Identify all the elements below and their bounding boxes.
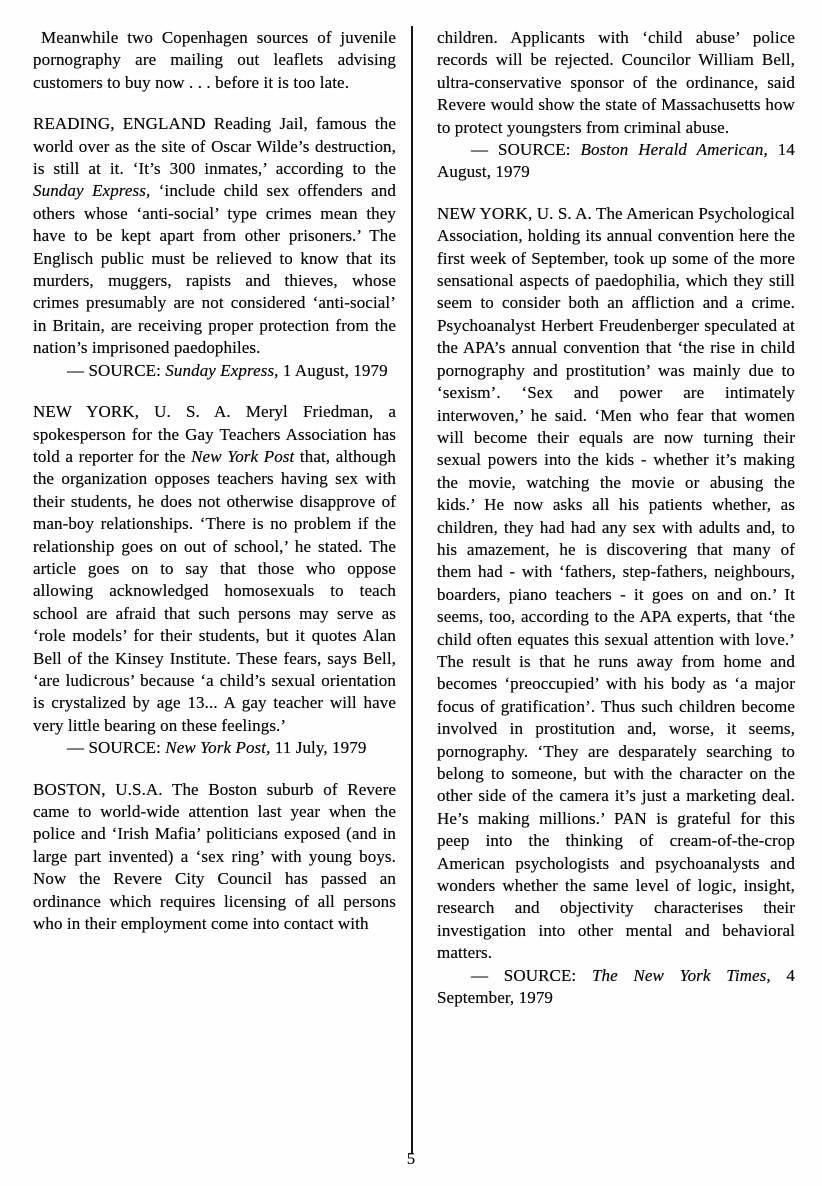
body-text: — SOURCE:: [471, 140, 581, 160]
publication-name: The New York Times,: [591, 965, 771, 985]
body-text: children. Applicants with ‘child abuse’ police records will be rejected. Councilor William Bell, ultra-conservative sponsor of the ordinance, said Revere would show the state of Massachusetts how to protect youngsters from criminal abuse.: [437, 28, 795, 137]
body-text: — SOURCE:: [67, 738, 166, 758]
source-line: [437, 139, 795, 184]
publication-name: Boston Herald American,: [580, 140, 768, 160]
body-text: 14 August, 1979: [437, 140, 795, 182]
news-paragraph: [33, 113, 396, 359]
body-text: READING, ENGLAND Reading Jail, famous the world over as the site of Oscar Wilde’s destruction, is still at it. ‘It’s 300 inmates,’ according to the: [33, 114, 396, 179]
body-text: — SOURCE:: [67, 360, 166, 380]
body-text: BOSTON, U.S.A. The Boston suburb of Revere came to world-wide attention last year when the police and ‘Irish Mafia’ politicians exposed (and in large part invented) a ‘sex ring’ with young boys. Now the Revere City Council has passed an ordinance which requires licensing of all persons who in their employment come into contact with: [33, 779, 396, 934]
left-column: [33, 27, 396, 935]
column-divider: [411, 26, 413, 1154]
publication-name: New York Post,: [165, 738, 271, 758]
body-text: Meanwhile two Copenhagen sources of juvenile pornography are mailing out leaflets advising customers to buy now . . . before it is too late.: [33, 28, 396, 92]
publication-name: New York Post: [191, 446, 295, 466]
news-paragraph: [437, 27, 795, 139]
source-line: [437, 965, 795, 1010]
body-text: 1 August, 1979: [278, 360, 388, 380]
news-paragraph: [437, 203, 795, 965]
body-text: ‘include child sex offenders and others whose ‘anti-social’ type crimes mean they have to be kept apart from other prisoners.’ The Englisch public must be relieved to know that its murders, muggers, rapists and thieves, whose crimes presumably are not considered ‘anti-social’ in Britain, are receiving proper protection from the nation’s imprisoned paedophiles.: [33, 181, 396, 358]
body-text: that, although the organization opposes teachers having sex with their students, he does not otherwise disapprove of man-boy relationships. ‘There is no problem if the relationship goes on out of school,’ he stated. The article goes on to say that those who oppose allowing acknowledged homosexuals to teach school are afraid that such persons may serve as ‘role models’ for their students, but it quotes Alan Bell of the Kinsey Institute. These fears, says Bell, ‘are ludicrous’ because ‘a child’s sexual orientation is crystalized by age 13... A gay teacher will have very little bearing on these feelings.’: [33, 446, 397, 735]
body-text: — SOURCE:: [471, 965, 592, 985]
publication-name: Sunday Express,: [33, 181, 151, 201]
publication-name: Sunday Express,: [165, 360, 279, 380]
source-line: [33, 360, 396, 382]
right-column: [437, 27, 795, 1009]
news-paragraph: [33, 779, 396, 936]
body-text: NEW YORK, U. S. A. Meryl Friedman, a spokesperson for the Gay Teachers Association has told a reporter for the: [33, 402, 396, 466]
news-paragraph: [33, 401, 396, 737]
source-line: [33, 737, 396, 759]
news-paragraph: [33, 27, 396, 94]
page-number: 5: [406, 1149, 416, 1168]
body-text: NEW YORK, U. S. A. The American Psychological Association, holding its annual convention here the first week of September, took up some of the more sensational aspects of paedophilia, which they still seem to consider both an affliction and a crime. Psychoanalyst Herbert Freudenberger speculated at the APA’s annual convention that ‘the rise in child pornography and prostitution’ was mainly due to ‘sexism’. ‘Sex and power are intimately interwoven,’ he said. ‘Men who fear that women will become their equals are now turning their sexual powers into the kids - whether it’s making the movie, watching the movie or abusing the kids.’ He now asks all his patients whether, as children, they had had any sex with adults and, to his amazement, he is discovering that many of them had - with ‘fathers, step-fathers, neighbours, boarders, piano teachers - it goes on and on.’ It seems, too, according to the APA experts, that ‘the child often equates this sexual attention with love.’ The result is that he runs away from home and becomes ‘preoccupied’ with his body as ‘a major focus of gratification’. Thus such children become involved in prostitution and, worse, it seems, pornography. ‘They are desparately searching to belong to someone, but with the character on the other side of the camera it’s just a marketing deal. He’s making millions.’ PAN is grateful for this peep into the thinking of cream-of-the-crop American psychologists and psychoanalysts and wonders whether the same level of logic, insight, research and objectivity characterises their investigation into other mental and behavioral matters.: [437, 203, 795, 963]
body-text: 4 September, 1979: [437, 965, 796, 1008]
body-text: 11 July, 1979: [270, 738, 367, 758]
